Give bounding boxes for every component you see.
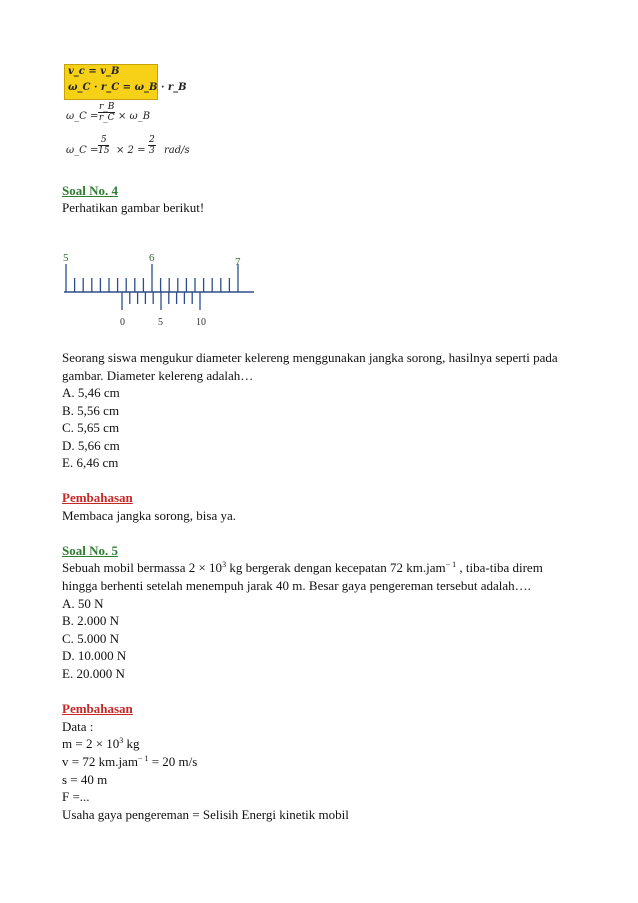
- soal-4-option-d: D. 5,66 cm: [62, 438, 120, 453]
- mass-exponent: 3: [119, 736, 124, 745]
- fraction-numerator: 5: [98, 135, 109, 146]
- fraction-denominator: r_C: [98, 113, 115, 123]
- fraction-5-15: [98, 135, 109, 156]
- soal-4-option-a: A. 5,46 cm: [62, 385, 120, 400]
- soal-5-option-d: D. 10.000 N: [62, 648, 127, 663]
- soal-5-option-e: E. 20.000 N: [62, 666, 125, 681]
- soal-5-distance: s = 40 m: [62, 772, 108, 787]
- vernier-scale-ticks: [122, 292, 200, 310]
- soal-5-question-line-2: hingga berhenti setelah menempuh jarak 40 m. Besar gaya pengereman tersebut adalah….: [62, 578, 531, 593]
- formula-line-1: v_c = v_B: [68, 66, 120, 77]
- soal-5-pembahasan-title: Pembahasan: [62, 701, 133, 716]
- main-label-5: 5: [63, 252, 69, 264]
- soal-5-question-line-1: [62, 560, 543, 576]
- times-omega-b: × ω_B: [118, 111, 151, 122]
- times-two: × 2 =: [116, 145, 146, 156]
- formula-line-2: ω_C · r_C = ω_B · r_B: [68, 82, 187, 93]
- soal-5-velocity: [62, 754, 197, 770]
- soal-5-data-label: Data :: [62, 719, 94, 734]
- fraction-rb-rc: [98, 102, 115, 123]
- q1-post: , tiba-tiba direm: [456, 560, 543, 575]
- fraction-numerator: r_B: [99, 102, 115, 112]
- soal-4-option-e: E. 6,46 cm: [62, 455, 119, 470]
- soal-5-mass: [62, 736, 140, 752]
- soal-5-option-b: B. 2.000 N: [62, 613, 120, 628]
- soal-5-option-c: C. 5.000 N: [62, 631, 120, 646]
- vernier-label-10: 10: [196, 317, 206, 328]
- soal-5-title: Soal No. 5: [62, 543, 118, 558]
- q1-sup-unit: − 1: [445, 560, 457, 569]
- fraction-2-3: [148, 135, 156, 156]
- soal-5-force: F =...: [62, 789, 90, 804]
- q1-pre: Sebuah mobil bermassa 2 × 10: [62, 560, 223, 575]
- soal-4-option-c: C. 5,65 cm: [62, 420, 120, 435]
- vernier-label-0: 0: [120, 317, 125, 328]
- soal-4-option-b: B. 5,56 cm: [62, 403, 120, 418]
- soal-4-pembahasan-title: Pembahasan: [62, 490, 133, 505]
- fraction-denominator: 15: [98, 146, 110, 156]
- soal-4-intro: Perhatikan gambar berikut!: [62, 200, 205, 215]
- mass-pre: m = 2 × 10: [62, 736, 120, 751]
- q1-sup-exponent: 3: [222, 560, 227, 569]
- soal-4-pembahasan-text: Membaca jangka sorong, bisa ya.: [62, 508, 237, 523]
- velocity-post: = 20 m/s: [148, 754, 198, 769]
- formula-block: [62, 64, 202, 164]
- omega-c-label: ω_C =: [66, 111, 99, 122]
- caliper-svg: [60, 250, 260, 330]
- vernier-caliper-figure: [60, 250, 260, 330]
- soal-5-option-a: A. 50 N: [62, 596, 104, 611]
- soal-4-question-line-2: gambar. Diameter kelereng adalah…: [62, 368, 254, 383]
- fraction-denominator: 3: [149, 146, 155, 156]
- soal-4-question-line-1: Seorang siswa mengukur diameter kelereng menggunakan jangka sorong, hasilnya seperti pada: [62, 350, 558, 365]
- velocity-exponent: − 1: [137, 754, 149, 763]
- unit-rad-s: rad/s: [164, 145, 190, 156]
- main-label-6: 6: [149, 252, 155, 264]
- soal-4-title: Soal No. 4: [62, 183, 118, 198]
- main-label-7: 7: [235, 256, 241, 268]
- mass-post: kg: [123, 736, 140, 751]
- fraction-numerator: 2: [149, 135, 155, 145]
- omega-c-label-2: ω_C =: [66, 145, 99, 156]
- velocity-pre: v = 72 km.jam: [62, 754, 138, 769]
- vernier-label-5: 5: [158, 317, 163, 328]
- soal-5-usaha: Usaha gaya pengereman = Selisih Energi kinetik mobil: [62, 807, 349, 822]
- q1-mid: kg bergerak dengan kecepatan 72 km.jam: [226, 560, 446, 575]
- main-scale-ticks: [66, 264, 238, 292]
